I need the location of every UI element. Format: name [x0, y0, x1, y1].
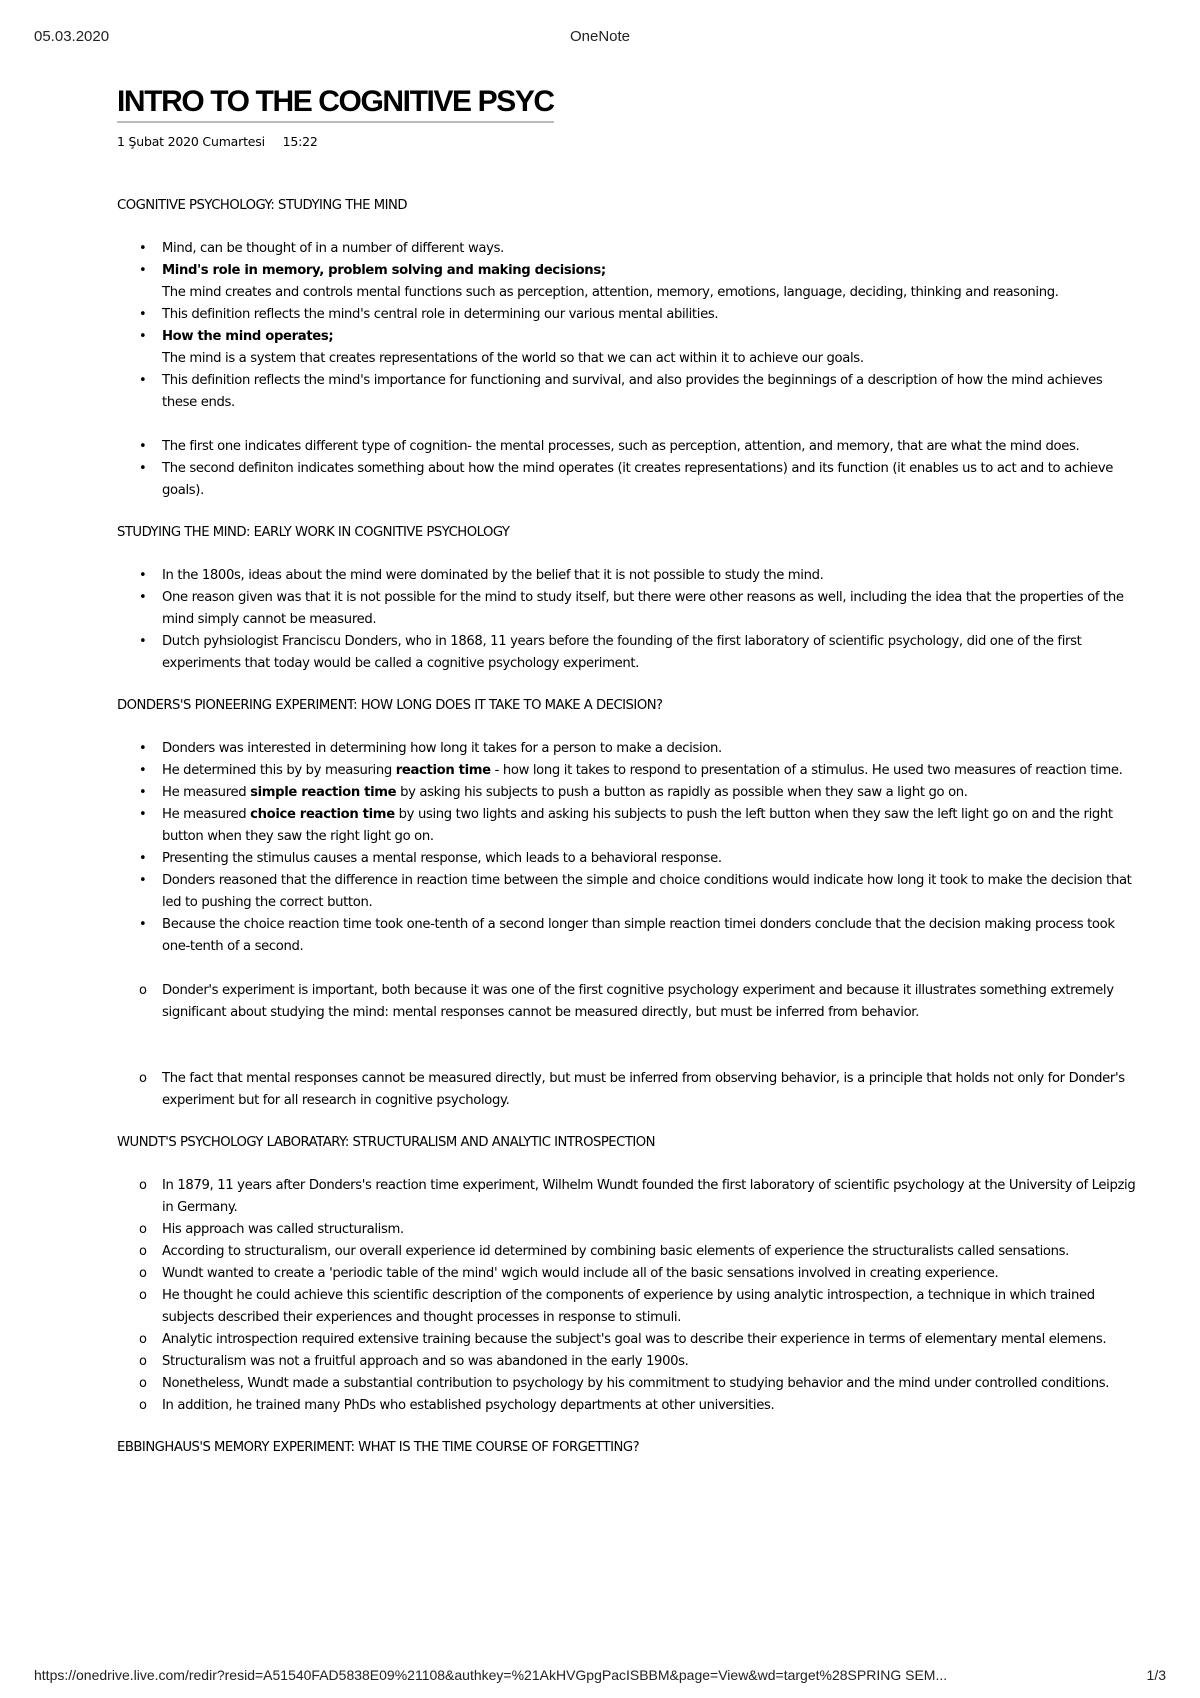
section-heading: WUNDT'S PSYCHOLOGY LABORATARY: STRUCTURALISM AND ANALYTIC INTROSPECTION [117, 1135, 656, 1150]
section-cognitive-psychology [117, 195, 1137, 502]
list-item [117, 980, 1137, 1024]
item-text: Analytic introspection required extensive training because the subject's goal was to describe their experience in terms of elementary mental elemens. [162, 1332, 1107, 1347]
bullet-marker: o [139, 1244, 147, 1259]
item-text: Nonetheless, Wundt made a substantial contribution to psychology by his commitment to studying behavior and the mind under controlled conditions. [162, 1376, 1110, 1391]
item-text: Donders was interested in determining how long it takes for a person to make a decision. [162, 741, 722, 756]
bullet-marker: • [139, 807, 147, 822]
list-item [117, 1068, 1137, 1112]
item-text: The mind creates and controls mental functions such as perception, attention, memory, emotions, language, deciding, thinking and reasoning. [162, 285, 1059, 300]
item-text: Donders reasoned that the difference in reaction time between the simple and choice conditions would indicate how long it took to make the decision that led to pushing the correct button. [162, 873, 1132, 910]
item-text: His approach was called structuralism. [162, 1222, 404, 1237]
item-text-prefix: He measured [162, 807, 251, 822]
bullet-marker: o [139, 1376, 147, 1391]
bullet-marker: o [139, 1398, 147, 1413]
item-text: The second definiton indicates something about how the mind operates (it creates representations) and its function (it enables us to act and to achieve goals). [162, 461, 1114, 498]
item-text: This definition reflects the mind's central role in determining our various mental abilities. [162, 307, 719, 322]
list-item [117, 1263, 1137, 1285]
list-item [117, 1395, 1137, 1417]
item-bold-text: reaction time [395, 763, 491, 778]
list-item [117, 238, 1137, 260]
bullet-list [117, 738, 1137, 1112]
bullet-marker: • [139, 373, 147, 388]
item-bold-text: simple reaction time [250, 785, 397, 800]
list-item [117, 370, 1137, 414]
item-text: In the 1800s, ideas about the mind were dominated by the belief that it is not possible to study the mind. [162, 568, 824, 583]
print-page-number: 1/3 [1146, 1667, 1166, 1683]
section-heading: COGNITIVE PSYCHOLOGY: STUDYING THE MIND [117, 198, 407, 213]
item-text: The first one indicates different type of cognition- the mental processes, such as perception, attention, and memory, that are what the mind does. [162, 439, 1080, 454]
bullet-marker: • [139, 439, 147, 454]
bullet-marker: • [139, 568, 147, 583]
bullet-marker: • [139, 917, 147, 932]
bullet-marker: • [139, 590, 147, 605]
bullet-marker: o [139, 1288, 147, 1303]
item-bold-text: Mind's role in memory, problem solving and making decisions; [162, 263, 606, 278]
item-text: Because the choice reaction time took one-tenth of a second longer than simple reaction timei donders conclude that the decision making process took one-tenth of a second. [162, 917, 1115, 954]
list-item [117, 1373, 1137, 1395]
page-date: 1 Şubat 2020 Cumartesi [117, 134, 265, 149]
bullet-marker: o [139, 1266, 147, 1281]
page-time: 15:22 [282, 134, 318, 149]
item-text: The fact that mental responses cannot be measured directly, but must be inferred from observing behavior, is a principle that holds not only for Donder's experiment but for all research in cognitive psychology. [162, 1071, 1125, 1108]
section-heading: EBBINGHAUS'S MEMORY EXPERIMENT: WHAT IS THE TIME COURSE OF FORGETTING? [117, 1440, 640, 1455]
bullet-marker: • [139, 307, 147, 322]
item-text: The mind is a system that creates representations of the world so that we can act within it to achieve our goals. [162, 351, 864, 366]
section-early-work [117, 522, 1137, 675]
item-text: In addition, he trained many PhDs who established psychology departments at other universities. [162, 1398, 775, 1413]
bullet-list [117, 1175, 1137, 1417]
section-heading: STUDYING THE MIND: EARLY WORK IN COGNITIVE PSYCHOLOGY [117, 525, 510, 540]
list-item [117, 587, 1137, 631]
section-wundt-laboratory [117, 1132, 1137, 1417]
bullet-marker: o [139, 1071, 147, 1086]
bullet-marker: o [139, 1354, 147, 1369]
list-item [117, 914, 1137, 958]
list-item [117, 458, 1137, 502]
page-title[interactable]: INTRO TO THE COGNITIVE PSYC [117, 84, 554, 123]
list-item [117, 870, 1137, 914]
list-item [117, 1285, 1137, 1329]
page-datetime [117, 131, 1137, 153]
bullet-marker: • [139, 461, 147, 476]
item-text-prefix: He determined this by by measuring [162, 763, 396, 778]
item-text: Presenting the stimulus causes a mental response, which leads to a behavioral response. [162, 851, 722, 866]
list-item [117, 1351, 1137, 1373]
list-item [117, 260, 1137, 304]
item-text: According to structuralism, our overall experience id determined by combining basic elements of experience the structuralists called sensations. [162, 1244, 1070, 1259]
list-item [117, 1241, 1137, 1263]
section-heading: DONDERS'S PIONEERING EXPERIMENT: HOW LONG DOES IT TAKE TO MAKE A DECISION? [117, 698, 663, 713]
item-text: - how long it takes to respond to presentation of a stimulus. He used two measures of reaction time. [490, 763, 1123, 778]
bullet-marker: • [139, 263, 147, 278]
bullet-list [117, 565, 1137, 675]
bullet-marker: • [139, 634, 147, 649]
list-item [117, 326, 1137, 370]
item-text: This definition reflects the mind's importance for functioning and survival, and also provides the beginnings of a description of how the mind achieves these ends. [162, 373, 1103, 410]
item-text: He thought he could achieve this scientific description of the components of experience by using analytic introspection, a technique in which trained subjects described their experiences and thought processes in response to stimuli. [162, 1288, 1095, 1325]
list-item [117, 848, 1137, 870]
list-item [117, 565, 1137, 587]
bullet-list [117, 238, 1137, 502]
item-text: One reason given was that it is not possible for the mind to study itself, but there were other reasons as well, including the idea that the properties of the mind simply cannot be measured. [162, 590, 1124, 627]
list-item [117, 738, 1137, 760]
section-ebbinghaus-experiment [117, 1437, 1137, 1459]
note-page [117, 84, 1137, 1480]
bullet-marker: • [139, 763, 147, 778]
item-text: Donder's experiment is important, both because it was one of the first cognitive psychology experiment and because it illustrates something extremely significant about studying the mind: mental responses cannot be measured directly, but must be inferred from behavior. [162, 983, 1114, 1020]
list-item [117, 304, 1137, 326]
bullet-marker: • [139, 785, 147, 800]
item-bold-text: How the mind operates; [162, 329, 334, 344]
list-item [117, 804, 1137, 848]
item-text: Wundt wanted to create a 'periodic table of the mind' wgich would include all of the basic sensations involved in creating experience. [162, 1266, 999, 1281]
list-item [117, 782, 1137, 804]
bullet-marker: o [139, 983, 147, 998]
section-donders-experiment [117, 695, 1137, 1112]
list-item [117, 631, 1137, 675]
bullet-marker: • [139, 241, 147, 256]
item-text: Mind, can be thought of in a number of different ways. [162, 241, 504, 256]
bullet-marker: o [139, 1332, 147, 1347]
list-item [117, 760, 1137, 782]
item-text: by using two lights and asking his subjects to push the left button when they saw the left light go on and the right button when they saw the right light go on. [162, 807, 1113, 844]
print-app-name: OneNote [569, 28, 631, 45]
item-text: Structuralism was not a fruitful approach and so was abandoned in the early 1900s. [162, 1354, 689, 1369]
list-item [117, 1329, 1137, 1351]
item-text: by asking his subjects to push a button as rapidly as possible when they saw a light go on. [396, 785, 968, 800]
bullet-marker: • [139, 741, 147, 756]
list-item [117, 436, 1137, 458]
list-item [117, 1175, 1137, 1219]
item-bold-text: choice reaction time [250, 807, 395, 822]
bullet-marker: o [139, 1222, 147, 1237]
bullet-marker: • [139, 329, 147, 344]
item-text-prefix: He measured [162, 785, 251, 800]
print-footer-url: https://onedrive.live.com/redir?resid=A51540FAD5838E09%21108&authkey=%21AkHVGpgPacISBBM&page=View&wd=target%28SPRING SEM... [34, 1667, 948, 1683]
list-item [117, 1219, 1137, 1241]
item-text: Dutch pyhsiologist Franciscu Donders, who in 1868, 11 years before the founding of the first laboratory of scientific psychology, did one of the first experiments that today would be called a cognitive psychology experiment. [162, 634, 1082, 671]
bullet-marker: • [139, 851, 147, 866]
print-date: 05.03.2020 [34, 28, 110, 45]
bullet-marker: • [139, 873, 147, 888]
item-text: In 1879, 11 years after Donders's reaction time experiment, Wilhelm Wundt founded the first laboratory of scientific psychology at the University of Leipzig in Germany. [162, 1178, 1136, 1215]
bullet-marker: o [139, 1178, 147, 1193]
